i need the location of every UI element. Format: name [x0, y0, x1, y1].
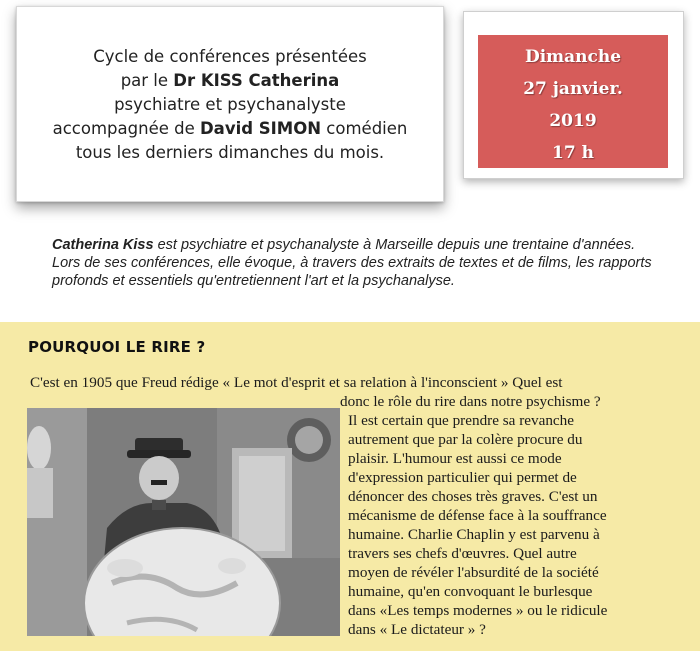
text-line: dénoncer des choses très graves. C'est un [348, 488, 598, 505]
text-line: Il est certain que prendre sa revanche [348, 412, 575, 429]
intro-line-4: accompagnée de David SIMON comédien [52, 119, 408, 138]
text-line: dans «Les temps modernes » ou le ridicule [348, 602, 608, 619]
actor-name: David SIMON [199, 119, 322, 138]
date-time: 17 h [552, 143, 594, 163]
date-year: 2019 [549, 111, 597, 131]
text-line: moyen de révéler l'absurdité de la société [348, 564, 599, 581]
date-frame [463, 11, 684, 179]
text-line: dans « Le dictateur » ? [348, 621, 486, 638]
text-line: C'est en 1905 que Freud rédige « Le mot d'esprit et sa relation à l'inconscient » Quel est [30, 374, 563, 391]
intro-line-5: tous les derniers dimanches du mois. [75, 143, 385, 162]
intro-card [16, 6, 444, 202]
chaplin-dictator-photo [27, 408, 340, 636]
text-line: humaine. Charlie Chaplin y est parvenu à [348, 526, 600, 543]
text-line: humaine, qu'en convoquant le burlesque [348, 583, 593, 600]
bio-name: Catherina Kiss [52, 237, 154, 253]
text-line: donc le rôle du rire dans notre psychisme ? [340, 393, 601, 410]
photo-illustration [27, 408, 340, 636]
section-heading: POURQUOI LE RIRE ? [28, 338, 206, 356]
text-line: plaisir. L'humour est aussi ce mode [348, 450, 562, 467]
text-line: autrement que par la colère procure du [348, 431, 583, 448]
speaker-name: Dr KISS Catherina [173, 71, 340, 90]
date-day: Dimanche [524, 47, 622, 67]
bio-paragraph: Catherina Kiss est psychiatre et psychanalyste à Marseille depuis une trentaine d'années. Lors de ses conférences, elle évoque, à travers des extraits de textes et de films, les rapports profonds et essentiels qu'entretiennent l'art et la psychanalyse. [52, 237, 652, 289]
text-line: travers ses chefs d'œuvres. Quel autre [348, 545, 577, 562]
text-line: d'expression particulier qui permet de [348, 469, 577, 486]
intro-line-2: par le Dr KISS Catherina [120, 71, 340, 90]
date-date: 27 janvier. [523, 79, 623, 99]
intro-line-1: Cycle de conférences présentées [93, 47, 367, 66]
date-card [478, 35, 668, 168]
rire-section [0, 322, 700, 651]
intro-line-3: psychiatre et psychanalyste [114, 95, 346, 114]
text-line: mécanisme de défense face à la souffrance [348, 507, 607, 524]
